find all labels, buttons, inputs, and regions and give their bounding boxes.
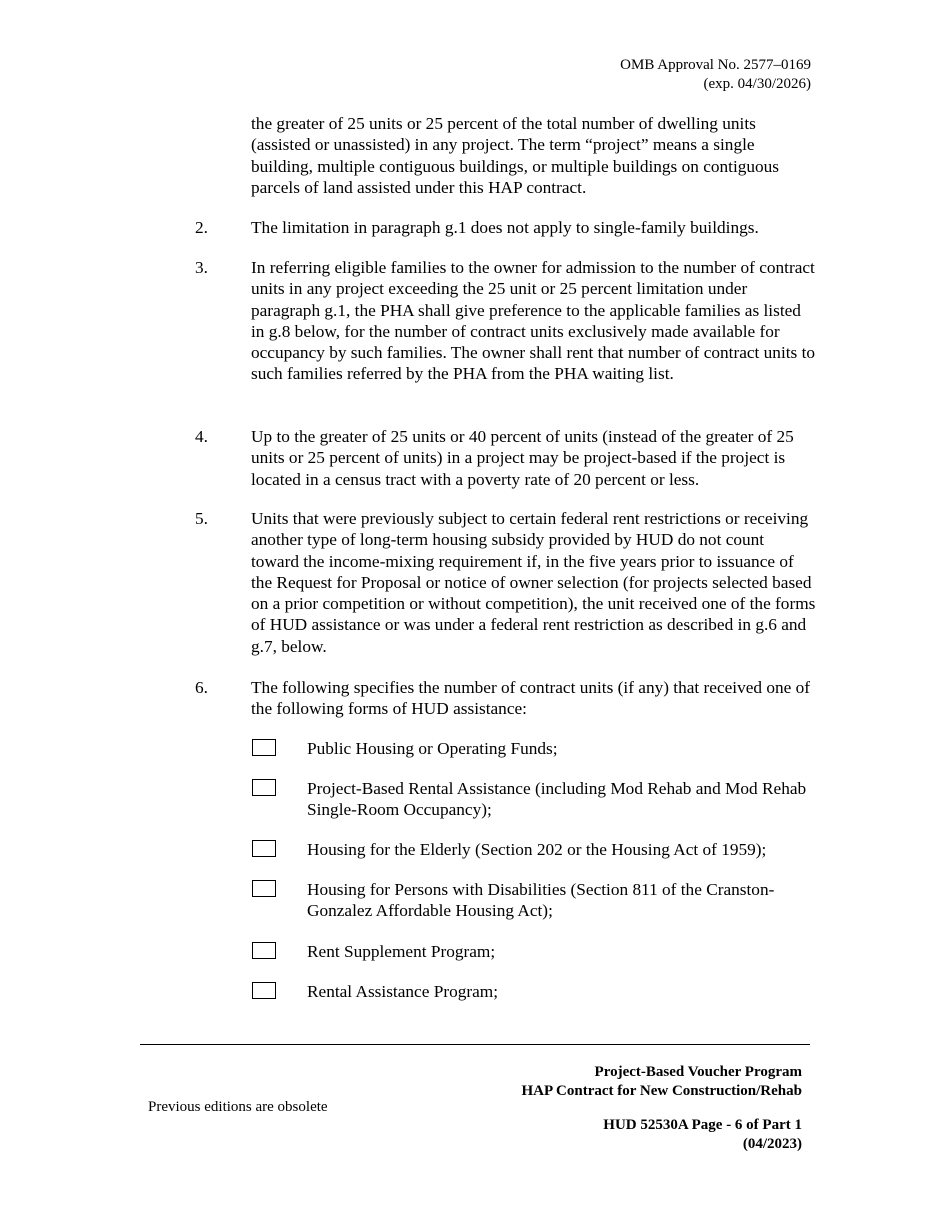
item-number: 5. bbox=[195, 509, 208, 528]
footer-form-date: (04/2023) bbox=[742, 1136, 802, 1152]
item-number: 2. bbox=[195, 218, 208, 237]
checkbox-label: Public Housing or Operating Funds; bbox=[307, 739, 558, 758]
checkbox-label: Rental Assistance Program; bbox=[307, 982, 499, 1001]
footer-program-block bbox=[521, 1063, 802, 1101]
omb-expiration: (exp. 04/30/2026) bbox=[703, 76, 811, 92]
continuation-paragraph: the greater of 25 units or 25 percent of the total number of dwelling units (assisted or unassisted) in any project. The term “project” means a single building, multiple contiguous buildings, or multiple buildings on contiguous parcels of land assisted under this HAP contract. bbox=[251, 114, 780, 197]
footer-form-page: HUD 52530A Page - 6 of Part 1 bbox=[603, 1117, 802, 1133]
checkbox-label: Housing for the Elderly (Section 202 or the Housing Act of 1959); bbox=[307, 840, 767, 859]
footer-form-block bbox=[603, 1116, 802, 1154]
elderly-housing-checkbox[interactable] bbox=[252, 840, 276, 857]
item-text: In referring eligible families to the owner for admission to the number of contract units in any project exceeding the 25 unit or 25 percent limitation under paragraph g.1, the PHA shall give preference to the applicable families as listed in g.8 below, for the number of contract units exclusively made available for occupancy by such families. The owner shall rent that number of contract units to such families referred by the PHA from the PHA waiting list. bbox=[251, 258, 816, 384]
rent-supplement-checkbox[interactable] bbox=[252, 942, 276, 959]
footer-obsolete-note: Previous editions are obsolete bbox=[148, 1099, 328, 1115]
omb-approval-number: OMB Approval No. 2577–0169 bbox=[620, 57, 811, 73]
public-housing-checkbox[interactable] bbox=[252, 739, 276, 756]
footer-contract-title: HAP Contract for New Construction/Rehab bbox=[521, 1083, 802, 1099]
footer-program-title: Project-Based Voucher Program bbox=[594, 1064, 802, 1080]
item-number: 4. bbox=[195, 427, 208, 446]
disabilities-housing-checkbox[interactable] bbox=[252, 880, 276, 897]
footer-divider bbox=[140, 1044, 810, 1045]
item-number: 3. bbox=[195, 258, 208, 277]
item-text: The following specifies the number of contract units (if any) that received one of the following forms of HUD assistance: bbox=[251, 678, 811, 719]
item-text: Units that were previously subject to certain federal rent restrictions or receiving another type of long-term housing subsidy provided by HUD do not count toward the income-mixing requirement if, in the five years prior to issuance of the Request for Proposal or notice of owner selection (for projects selected based on a prior competition or without competition), the unit received one of the forms of HUD assistance or was under a federal rent restriction as described in g.6 and g.7, below. bbox=[251, 509, 816, 656]
item-text: The limitation in paragraph g.1 does not apply to single-family buildings. bbox=[251, 218, 759, 237]
checkbox-label: Housing for Persons with Disabilities (Section 811 of the Cranston-Gonzalez Affordable Housing Act); bbox=[307, 880, 775, 921]
checkbox-label: Project-Based Rental Assistance (including Mod Rehab and Mod Rehab Single-Room Occupancy); bbox=[307, 779, 807, 820]
rental-assistance-checkbox[interactable] bbox=[252, 982, 276, 999]
checkbox-label: Rent Supplement Program; bbox=[307, 942, 496, 961]
project-based-rental-checkbox[interactable] bbox=[252, 779, 276, 796]
item-text: Up to the greater of 25 units or 40 percent of units (instead of the greater of 25 units or 25 percent of units) in a project may be project-based if the project is located in a census tract with a poverty rate of 20 percent or less. bbox=[251, 427, 794, 489]
omb-approval bbox=[620, 56, 811, 94]
item-number: 6. bbox=[195, 678, 208, 697]
